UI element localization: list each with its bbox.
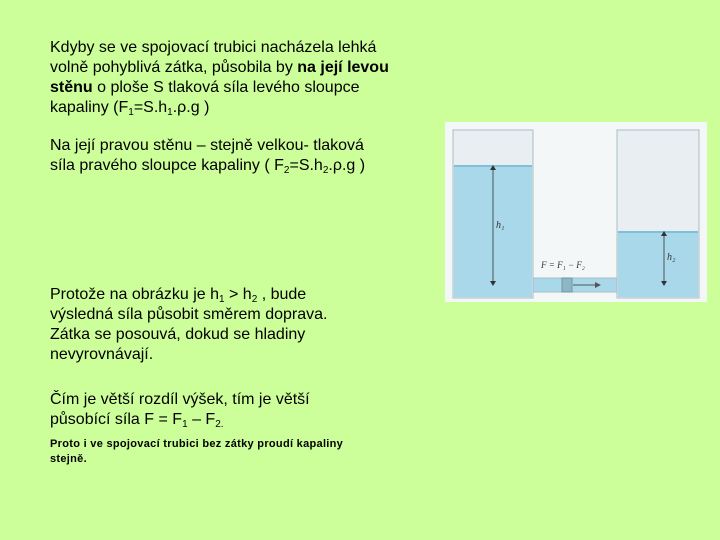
- p3-line1-b: > h: [224, 286, 252, 303]
- paragraph-height-difference: [50, 390, 380, 430]
- right-vessel-water: [618, 232, 698, 297]
- p4-line2-sub1: 1: [182, 419, 188, 430]
- p3-line4: nevyrovnávají.: [50, 346, 154, 363]
- p2-line2-c: .ρ.g ): [328, 157, 366, 174]
- p2-line2-sub2: 2: [322, 165, 329, 176]
- p4-line2-a: působící síla F = F: [50, 411, 183, 428]
- paragraph-right-force: [50, 136, 430, 176]
- p1-line2-bold: na její levou: [297, 59, 389, 76]
- p1-line3-text: o ploše S tlaková síla levého sloupce: [92, 79, 360, 96]
- p3-line1-a: Protože na obrázku je h: [50, 286, 219, 303]
- h1-label: h₁: [496, 220, 505, 231]
- paragraph-note: [50, 437, 410, 467]
- communicating-vessels-illustration: [445, 122, 707, 302]
- p1-line4-b: =S.h: [133, 99, 168, 116]
- force-formula-label: F = F₁ − F₂: [541, 260, 585, 270]
- p1-line1: Kdyby se ve spojovací trubici nacházela lehká: [50, 39, 377, 56]
- paragraph-result: [50, 285, 380, 365]
- p4-line1: Čím je větší rozdíl výšek, tím je větší: [50, 391, 310, 408]
- p1-line2-text: volně pohyblivá zátka, působila by: [50, 59, 298, 76]
- p2-line2-sub1: 2: [283, 165, 290, 176]
- p1-line3-bold: stěnu: [50, 79, 93, 96]
- h2-label: h₂: [667, 252, 676, 263]
- p5-line1: Proto i ve spojovací trubici bez zátky proudí kapaliny: [50, 438, 344, 450]
- paragraph-left-force: [50, 38, 450, 118]
- p3-line2: výsledná síla působit směrem doprava.: [50, 306, 328, 323]
- p2-line2-a: síla pravého sloupce kapaliny ( F: [50, 157, 284, 174]
- p4-line2-b: – F: [187, 411, 216, 428]
- p2-line1: Na její pravou stěnu – stejně velkou- tlaková: [50, 137, 364, 154]
- p3-line3: Zátka se posouvá, dokud se hladiny: [50, 326, 306, 343]
- p3-line1-c: , bude: [257, 286, 307, 303]
- p1-line4-a: kapaliny (F: [50, 99, 129, 116]
- p1-line4-sub2: 1: [167, 107, 173, 118]
- p1-line4-sub1: 1: [128, 107, 134, 118]
- communicating-vessels-figure: [445, 122, 707, 302]
- p3-line1-sub1: 1: [219, 294, 225, 305]
- stopper-plug: [562, 278, 572, 292]
- p1-line4-c: .ρ.g ): [172, 99, 210, 116]
- p3-line1-sub2: 2: [251, 294, 258, 305]
- p4-line2-sub2: 2.: [215, 419, 224, 430]
- p2-line2-b: =S.h: [289, 157, 323, 174]
- p5-line2: stejně.: [50, 453, 87, 465]
